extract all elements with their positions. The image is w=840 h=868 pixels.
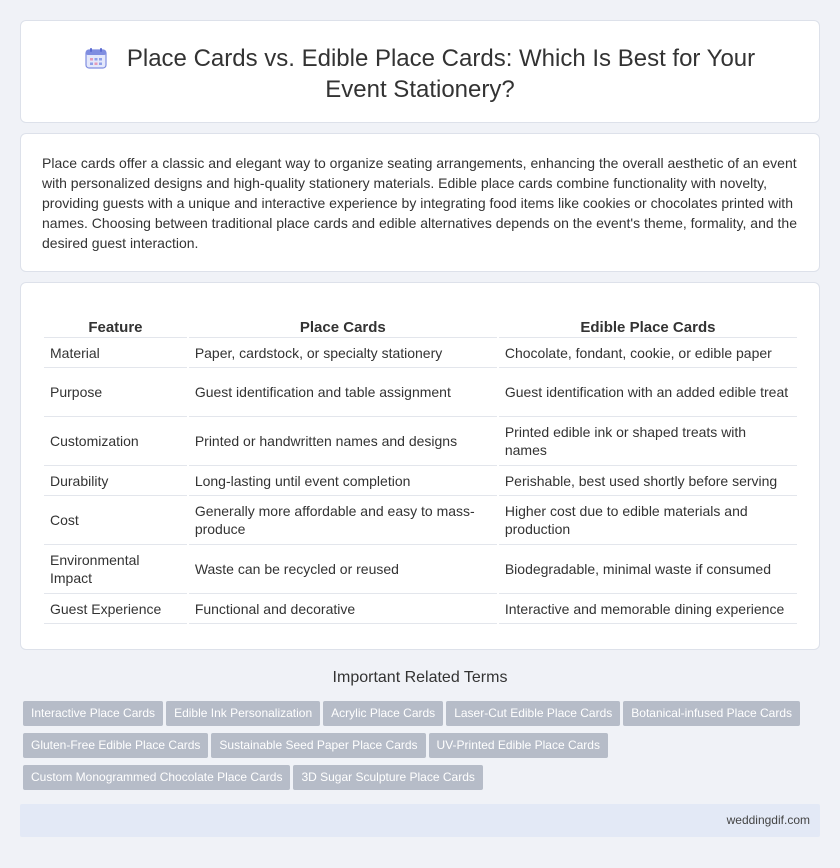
feature-cell: Purpose: [44, 368, 187, 417]
place-cards-cell: Printed or handwritten names and designs: [189, 417, 497, 466]
related-term-tag[interactable]: Laser-Cut Edible Place Cards: [446, 701, 620, 726]
intro-card: [20, 133, 820, 272]
related-term-tag[interactable]: 3D Sugar Sculpture Place Cards: [293, 765, 482, 790]
table-row: [44, 338, 797, 368]
tag-row: [23, 765, 823, 797]
table-row: [44, 417, 797, 466]
table-row: [44, 545, 797, 594]
edible-cell: Chocolate, fondant, cookie, or edible paper: [499, 338, 797, 368]
edible-cell: Printed edible ink or shaped treats with names: [499, 417, 797, 466]
table-header-row: [44, 315, 797, 338]
table-row: [44, 466, 797, 496]
footer-site-link[interactable]: weddingdif.com: [726, 813, 810, 827]
related-terms-list: [23, 701, 823, 797]
edible-cell: Guest identification with an added edible treat: [499, 368, 797, 417]
related-term-tag[interactable]: Custom Monogrammed Chocolate Place Cards: [23, 765, 290, 790]
comparison-card: [20, 282, 820, 650]
place-cards-cell: Guest identification and table assignment: [189, 368, 497, 417]
table-row: [44, 368, 797, 417]
intro-paragraph: Place cards offer a classic and elegant way to organize seating arrangements, enhancing the overall aesthetic of an event with personalized designs and high-quality stationery materials. Edible place cards combine functionality with novelty, providing guests with a unique and interactive experience by integrating food items like cookies or chocolates printed with names. Choosing between traditional place cards and edible alternatives depends on the event's theme, formality, and the desired guest interaction.: [42, 155, 797, 251]
edible-cell: Perishable, best used shortly before serving: [499, 466, 797, 496]
calendar-icon: [85, 47, 107, 69]
related-term-tag[interactable]: Botanical-infused Place Cards: [623, 701, 800, 726]
related-terms-title: Important Related Terms: [332, 669, 508, 686]
place-cards-cell: Generally more affordable and easy to mass-produce: [189, 496, 497, 545]
related-term-tag[interactable]: Acrylic Place Cards: [323, 701, 443, 726]
table-row: [44, 594, 797, 624]
feature-cell: Material: [44, 338, 187, 368]
place-cards-cell: Functional and decorative: [189, 594, 497, 624]
header-edible-place-cards: Edible Place Cards: [499, 315, 797, 338]
tag-row: [23, 733, 823, 765]
feature-cell: Cost: [44, 496, 187, 545]
feature-cell: Guest Experience: [44, 594, 187, 624]
feature-cell: Environmental Impact: [44, 545, 187, 594]
footer: [20, 804, 820, 837]
edible-cell: Biodegradable, minimal waste if consumed: [499, 545, 797, 594]
feature-cell: Customization: [44, 417, 187, 466]
related-term-tag[interactable]: Edible Ink Personalization: [166, 701, 320, 726]
title-card: [20, 20, 820, 123]
related-term-tag[interactable]: Sustainable Seed Paper Place Cards: [211, 733, 425, 758]
related-term-tag[interactable]: Interactive Place Cards: [23, 701, 163, 726]
tag-row: [23, 701, 823, 733]
edible-cell: Interactive and memorable dining experience: [499, 594, 797, 624]
page-title: [61, 43, 779, 105]
header-place-cards: Place Cards: [189, 315, 497, 338]
place-cards-cell: Long-lasting until event completion: [189, 466, 497, 496]
header-feature: Feature: [44, 315, 187, 338]
comparison-table: [42, 315, 799, 624]
edible-cell: Higher cost due to edible materials and production: [499, 496, 797, 545]
related-term-tag[interactable]: Gluten-Free Edible Place Cards: [23, 733, 208, 758]
related-term-tag[interactable]: UV-Printed Edible Place Cards: [429, 733, 608, 758]
feature-cell: Durability: [44, 466, 187, 496]
table-row: [44, 496, 797, 545]
place-cards-cell: Waste can be recycled or reused: [189, 545, 497, 594]
place-cards-cell: Paper, cardstock, or specialty stationery: [189, 338, 497, 368]
page-title-text: Place Cards vs. Edible Place Cards: Which Is Best for Your Event Stationery?: [126, 45, 756, 103]
